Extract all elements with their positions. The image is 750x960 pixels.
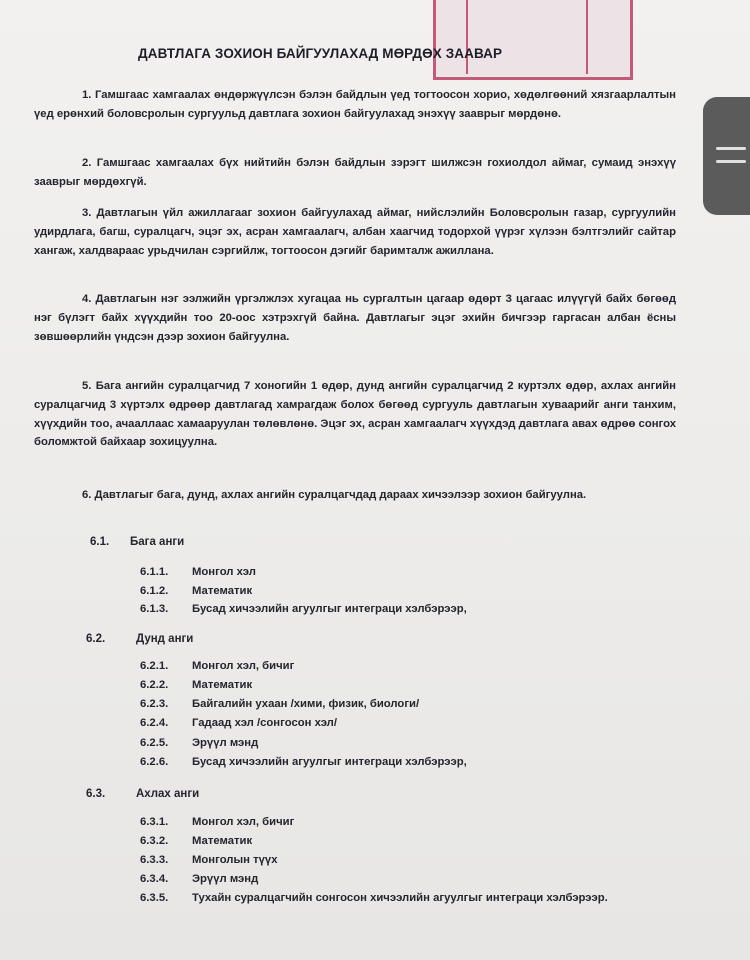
item-text: Бусад хичээлийн агуулгыг интеграци хэлбэрээр, <box>192 603 467 615</box>
item-number: 6.2.6. <box>140 756 169 768</box>
item-text: Монголын түүх <box>192 854 278 866</box>
item-text: Математик <box>192 585 253 597</box>
section-heading <box>90 536 184 548</box>
item-text: Эрүүл мэнд <box>192 737 259 749</box>
item-number: 6.2.3. <box>140 698 169 710</box>
item-text: Эрүүл мэнд <box>192 873 259 885</box>
section-heading <box>86 788 199 800</box>
item-number: 6.2.1. <box>140 660 169 672</box>
section-heading <box>86 633 193 645</box>
paragraph-4: 4. Давтлагын нэг ээлжийн үргэлжлэх хугацаа нь сургалтын цагаар өдөрт 3 цагаас илүүгүй байх бөгөөд нэг бүлэгт байх хүүхдийн тоо 20-оос хэтрэхгүй байна. Давтлагыг эцэг эхийн бичгээр гаргасан албан ёсны зөвшөөрлийн үндсэн дээр зохион байгуулна. <box>34 293 676 343</box>
stamp-inner-frame <box>466 0 588 74</box>
item-text: Байгалийн ухаан /хими, физик, биологи/ <box>192 698 420 710</box>
list-item <box>140 870 680 888</box>
item-number: 6.3.1. <box>140 816 169 828</box>
handle-line-icon <box>716 147 746 150</box>
item-text: Математик <box>192 835 253 847</box>
list-item <box>140 714 680 732</box>
item-number: 6.2.2. <box>140 679 169 691</box>
list-item <box>140 600 680 618</box>
list-item <box>140 734 680 752</box>
item-text: Монгол хэл <box>192 566 256 578</box>
section-label: Бага анги <box>130 536 185 548</box>
paragraph-2: 2. Гамшгаас хамгаалах бүх нийтийн бэлэн байдлын зэрэгт шилжсэн гохиолдол аймаг, сумаид энэхүү зааврыг мөрдөхгүй. <box>34 157 676 188</box>
item-number: 6.1.2. <box>140 585 169 597</box>
item-number: 6.2.5. <box>140 737 169 749</box>
list-item <box>140 657 680 675</box>
paragraph-3: 3. Давтлагын үйл ажиллагааг зохион байгуулахад аймаг, нийслэлийн Боловсролын газар, сургуулийн удирдлага, багш, суралцагч, эцэг эх, асран хамгаалагч, албан хаагчид тодорхой үүрэг хүлээн бэлтгэлийг сайтар хангаж, халдвараас урьдчилан сэргийлж, тогтоосон дэгийг баримталж ажиллана. <box>34 207 676 257</box>
item-text: Бусад хичээлийн агуулгыг интеграци хэлбэрээр, <box>192 756 467 768</box>
item-number: 6.1.3. <box>140 603 169 615</box>
item-number: 6.3.3. <box>140 854 169 866</box>
item-text: Тухайн суралцагчийн сонгосон хичээлийн агуулгыг интеграци хэлбэрээр. <box>192 892 608 904</box>
handle-line-icon <box>716 160 746 163</box>
section-label: Ахлах анги <box>136 788 200 800</box>
list-item <box>140 832 680 850</box>
item-number: 6.3.4. <box>140 873 169 885</box>
stamp-seal <box>433 0 633 80</box>
item-text: Монгол хэл, бичиг <box>192 660 295 672</box>
section-number: 6.3. <box>86 788 106 800</box>
list-item <box>140 695 680 713</box>
list-item <box>140 753 680 771</box>
document-title: ДАВТЛАГА ЗОХИОН БАЙГУУЛАХАД МӨРДӨХ ЗААВАР <box>138 46 503 61</box>
item-number: 6.3.2. <box>140 835 169 847</box>
item-text: Математик <box>192 679 253 691</box>
paragraph-1: 1. Гамшгаас хамгаалах өндөржүүлсэн бэлэн байдлын үед тогтоосон хорио, хөдөлгөөний хязгаарлалтын үед ерөнхий боловсролын сургуульд давтлага зохион байгуулахад энэхүү зааврыг мөрдөнө. <box>34 89 676 120</box>
paragraph-5: 5. Бага ангийн суралцагчид 7 хоногийн 1 өдөр, дунд ангийн суралцагчид 2 куртэлх өдөр, ахлах ангийн суралцагчид 3 хүртэлх өдрөөр давтлагад хамрагдаж болох бөгөөд сургууль давтлагын хуваарийг анги танхим, хүүхдийн тоо, ачааллаас хамааруулан төлөвлөнө. Эцэг эх, асран хамгаалагч хүүхдэд давтлага авах өдрөө сонгох боломжтой байхаар зохицуулна. <box>34 380 676 449</box>
item-text: Монгол хэл, бичиг <box>192 816 295 828</box>
side-menu-handle[interactable] <box>703 97 750 215</box>
item-number: 6.2.4. <box>140 717 169 729</box>
list-item <box>140 582 680 600</box>
item-text: Гадаад хэл /сонгосон хэл/ <box>192 717 337 729</box>
list-item <box>140 813 680 831</box>
list-item <box>140 676 680 694</box>
item-number: 6.1.1. <box>140 566 169 578</box>
section-label: Дунд анги <box>136 633 194 645</box>
paragraph-6: 6. Давтлагыг бага, дунд, ахлах ангийн суралцагчдад дараах хичээлээр зохион байгуулна. <box>82 489 587 501</box>
list-item <box>140 563 680 581</box>
list-item <box>140 889 680 907</box>
section-number: 6.1. <box>90 536 110 548</box>
list-item <box>140 851 680 869</box>
section-number: 6.2. <box>86 633 106 645</box>
item-number: 6.3.5. <box>140 892 169 904</box>
